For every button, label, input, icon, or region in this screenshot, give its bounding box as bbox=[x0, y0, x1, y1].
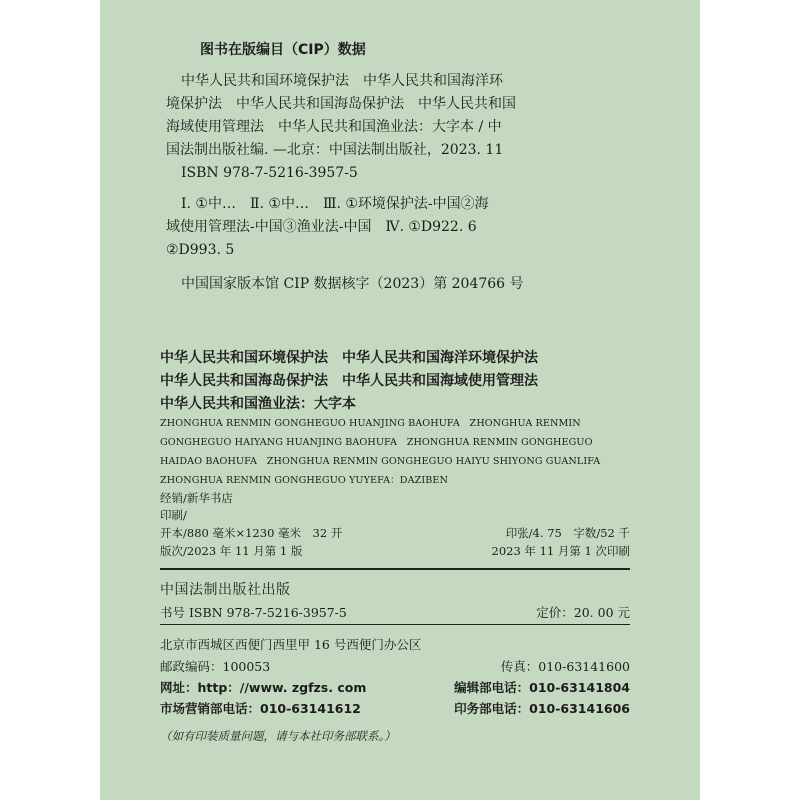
cip-isbn: ISBN 978-7-5216-3957-5 bbox=[181, 165, 358, 181]
divider bbox=[160, 624, 630, 625]
isbn: 书号 ISBN 978-7-5216-3957-5 bbox=[160, 605, 347, 620]
cip-description-line: 海域使用管理法 中华人民共和国渔业法：大字本 / 中 bbox=[166, 119, 502, 135]
divider bbox=[160, 568, 630, 570]
cip-description-line: 中华人民共和国环境保护法 中华人民共和国海洋环 bbox=[181, 73, 503, 89]
pinyin-title-line: HAIDAO BAOHUFA ZHONGHUA RENMIN GONGHEGUO HAIYU SHIYONG GUANLIFA bbox=[160, 456, 601, 467]
edition: 版次/2023 年 11 月第 1 版 bbox=[160, 544, 303, 558]
quality-note: （如有印装质量问题，请与本社印务部联系。） bbox=[160, 729, 396, 743]
cip-classification-line: ②D993. 5 bbox=[166, 242, 235, 258]
cip-record-number: 中国国家版本馆 CIP 数据核字（2023）第 204766 号 bbox=[181, 276, 524, 292]
editorial-phone: 编辑部电话：010-63141804 bbox=[454, 680, 630, 695]
pinyin-title-line: ZHONGHUA RENMIN GONGHEGUO YUYEFA：DAZIBEN bbox=[160, 475, 449, 486]
print-sheets-word-count: 印张/4. 75 字数/52 千 bbox=[505, 526, 630, 540]
fax: 传真：010-63141600 bbox=[500, 659, 630, 674]
printing: 2023 年 11 月第 1 次印刷 bbox=[491, 544, 630, 558]
cip-heading: 图书在版编目（CIP）数据 bbox=[200, 42, 366, 58]
book-title-line: 中华人民共和国海岛保护法 中华人民共和国海域使用管理法 bbox=[160, 373, 538, 389]
pinyin-title-line: GONGHEGUO HAIYANG HUANJING BAOHUFA ZHONGHUA RENMIN GONGHEGUO bbox=[160, 437, 593, 448]
cip-classification-line: 域使用管理法-中国③渔业法-中国 Ⅳ. ①D922. 6 bbox=[166, 219, 477, 235]
pinyin-title-line: ZHONGHUA RENMIN GONGHEGUO HUANJING BAOHUFA ZHONGHUA RENMIN bbox=[160, 418, 581, 429]
printing-dept-phone: 印务部电话：010-63141606 bbox=[454, 701, 630, 716]
book-title-line: 中华人民共和国环境保护法 中华人民共和国海洋环境保护法 bbox=[160, 350, 538, 366]
book-title-line: 中华人民共和国渔业法：大字本 bbox=[160, 396, 356, 412]
cip-classification-line: Ⅰ. ①中… Ⅱ. ①中… Ⅲ. ①环境保护法-中国②海 bbox=[181, 196, 489, 212]
publisher-name: 中国法制出版社出版 bbox=[160, 582, 291, 598]
distributor: 经销/新华书店 bbox=[160, 491, 233, 505]
price: 定价：20. 00 元 bbox=[536, 605, 630, 620]
website: 网址：http：//www. zgfzs. com bbox=[160, 680, 367, 695]
cip-description-line: 境保护法 中华人民共和国海岛保护法 中华人民共和国 bbox=[166, 96, 516, 112]
book-format: 开本/880 毫米×1230 毫米 32 开 bbox=[160, 526, 343, 540]
copyright-page bbox=[100, 0, 700, 800]
postcode: 邮政编码：100053 bbox=[160, 659, 271, 674]
marketing-phone: 市场营销部电话：010-63141612 bbox=[160, 701, 361, 716]
cip-description-line: 国法制出版社编. —北京：中国法制出版社，2023. 11 bbox=[166, 142, 504, 158]
address: 北京市西城区西便门西里甲 16 号西便门办公区 bbox=[160, 637, 422, 652]
printer: 印刷/ bbox=[160, 508, 187, 522]
